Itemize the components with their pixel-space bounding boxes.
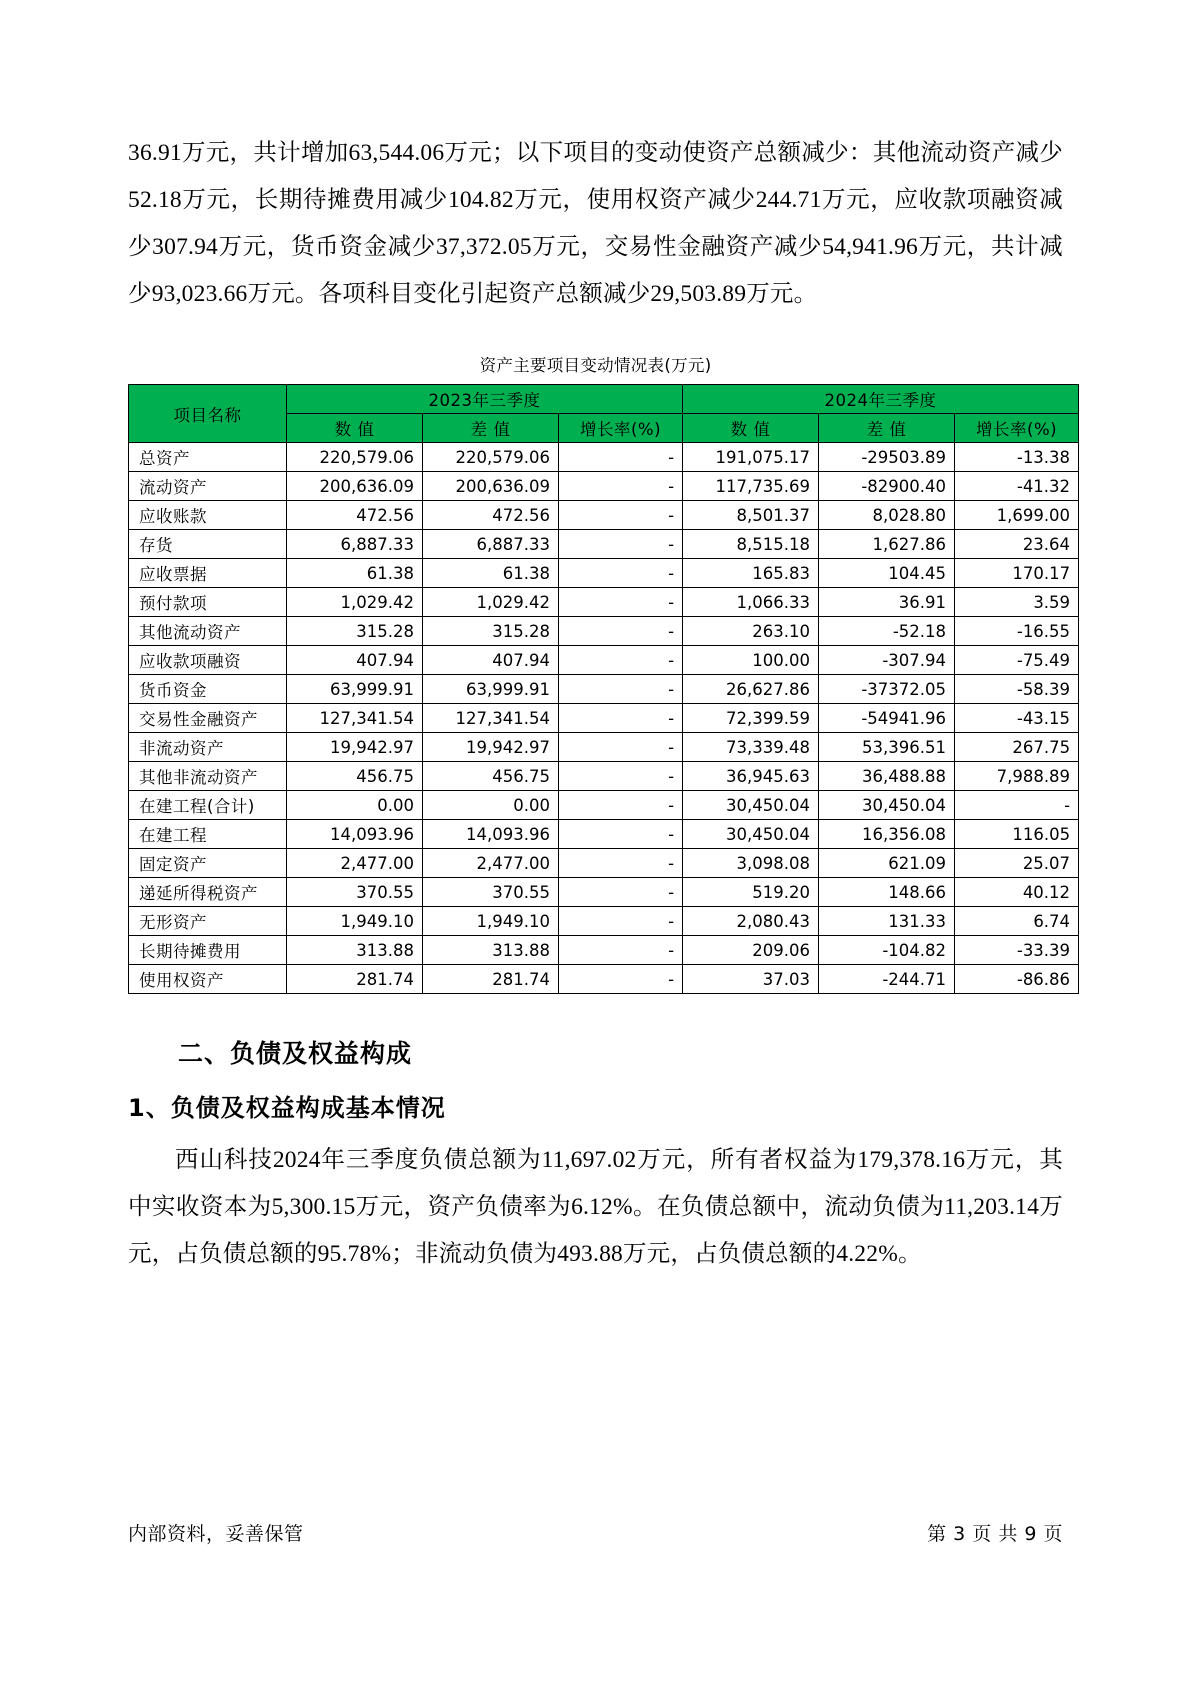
cell-2023-value: 407.94 bbox=[287, 646, 423, 675]
cell-2023-rate: - bbox=[559, 472, 683, 501]
header-2023-diff: 差 值 bbox=[423, 414, 559, 443]
table-row bbox=[129, 559, 1079, 588]
footer-left-text: 内部资料，妥善保管 bbox=[128, 1523, 304, 1545]
cell-item-name: 货币资金 bbox=[129, 675, 287, 704]
cell-2024-rate: -86.86 bbox=[955, 965, 1079, 994]
cell-2023-value: 61.38 bbox=[287, 559, 423, 588]
cell-2023-diff: 1,949.10 bbox=[423, 907, 559, 936]
header-2024-diff: 差 值 bbox=[819, 414, 955, 443]
cell-2024-rate: -33.39 bbox=[955, 936, 1079, 965]
cell-item-name: 递延所得税资产 bbox=[129, 878, 287, 907]
cell-2024-rate: 1,699.00 bbox=[955, 501, 1079, 530]
cell-2023-value: 220,579.06 bbox=[287, 443, 423, 472]
header-item-name: 项目名称 bbox=[129, 385, 287, 443]
cell-2024-rate: 3.59 bbox=[955, 588, 1079, 617]
cell-2024-value: 73,339.48 bbox=[683, 733, 819, 762]
table-row bbox=[129, 878, 1079, 907]
cell-2024-value: 30,450.04 bbox=[683, 820, 819, 849]
cell-2024-value: 26,627.86 bbox=[683, 675, 819, 704]
table-caption: 资产主要项目变动情况表(万元) bbox=[479, 356, 712, 375]
cell-item-name: 应收票据 bbox=[129, 559, 287, 588]
table-row bbox=[129, 501, 1079, 530]
cell-2024-value: 519.20 bbox=[683, 878, 819, 907]
cell-2024-rate: -16.55 bbox=[955, 617, 1079, 646]
table-row bbox=[129, 791, 1079, 820]
table-row bbox=[129, 762, 1079, 791]
cell-2023-diff: 407.94 bbox=[423, 646, 559, 675]
table-row bbox=[129, 646, 1079, 675]
cell-2023-diff: 6,887.33 bbox=[423, 530, 559, 559]
cell-2024-diff: 131.33 bbox=[819, 907, 955, 936]
cell-item-name: 交易性金融资产 bbox=[129, 704, 287, 733]
cell-2023-value: 200,636.09 bbox=[287, 472, 423, 501]
cell-2024-value: 8,501.37 bbox=[683, 501, 819, 530]
cell-2024-diff: 36,488.88 bbox=[819, 762, 955, 791]
cell-2023-diff: 313.88 bbox=[423, 936, 559, 965]
cell-2023-diff: 220,579.06 bbox=[423, 443, 559, 472]
cell-item-name: 存货 bbox=[129, 530, 287, 559]
table-row bbox=[129, 704, 1079, 733]
cell-2024-diff: -82900.40 bbox=[819, 472, 955, 501]
cell-2023-value: 63,999.91 bbox=[287, 675, 423, 704]
cell-2024-diff: -244.71 bbox=[819, 965, 955, 994]
cell-2023-value: 281.74 bbox=[287, 965, 423, 994]
cell-2024-rate: 6.74 bbox=[955, 907, 1079, 936]
cell-2024-rate: 7,988.89 bbox=[955, 762, 1079, 791]
table-row bbox=[129, 443, 1079, 472]
header-2024-rate: 增长率(%) bbox=[955, 414, 1079, 443]
cell-2023-diff: 315.28 bbox=[423, 617, 559, 646]
cell-item-name: 在建工程 bbox=[129, 820, 287, 849]
cell-2023-value: 6,887.33 bbox=[287, 530, 423, 559]
cell-2023-rate: - bbox=[559, 559, 683, 588]
cell-2023-rate: - bbox=[559, 704, 683, 733]
cell-item-name: 预付款项 bbox=[129, 588, 287, 617]
cell-item-name: 总资产 bbox=[129, 443, 287, 472]
cell-2024-rate: -41.32 bbox=[955, 472, 1079, 501]
header-2024-value: 数 值 bbox=[683, 414, 819, 443]
cell-2024-rate: - bbox=[955, 791, 1079, 820]
cell-2023-diff: 61.38 bbox=[423, 559, 559, 588]
cell-2024-rate: 23.64 bbox=[955, 530, 1079, 559]
header-2023-rate: 增长率(%) bbox=[559, 414, 683, 443]
cell-2023-value: 370.55 bbox=[287, 878, 423, 907]
cell-2023-rate: - bbox=[559, 675, 683, 704]
cell-2023-rate: - bbox=[559, 501, 683, 530]
table-body bbox=[129, 443, 1079, 994]
cell-2023-rate: - bbox=[559, 646, 683, 675]
section-heading: 二、负债及权益构成 bbox=[178, 1039, 413, 1068]
cell-2024-value: 209.06 bbox=[683, 936, 819, 965]
cell-2023-rate: - bbox=[559, 762, 683, 791]
cell-2023-diff: 127,341.54 bbox=[423, 704, 559, 733]
cell-2024-value: 37.03 bbox=[683, 965, 819, 994]
cell-2023-rate: - bbox=[559, 617, 683, 646]
header-2023-value: 数 值 bbox=[287, 414, 423, 443]
cell-item-name: 流动资产 bbox=[129, 472, 287, 501]
cell-2023-diff: 200,636.09 bbox=[423, 472, 559, 501]
cell-2024-value: 36,945.63 bbox=[683, 762, 819, 791]
cell-2024-rate: 25.07 bbox=[955, 849, 1079, 878]
cell-item-name: 在建工程(合计) bbox=[129, 791, 287, 820]
cell-2024-rate: -43.15 bbox=[955, 704, 1079, 733]
cell-2023-value: 315.28 bbox=[287, 617, 423, 646]
cell-2023-value: 456.75 bbox=[287, 762, 423, 791]
cell-2023-rate: - bbox=[559, 733, 683, 762]
table-row bbox=[129, 965, 1079, 994]
cell-2024-rate: 267.75 bbox=[955, 733, 1079, 762]
cell-2024-value: 1,066.33 bbox=[683, 588, 819, 617]
cell-2024-value: 72,399.59 bbox=[683, 704, 819, 733]
cell-2024-diff: -307.94 bbox=[819, 646, 955, 675]
cell-2024-value: 2,080.43 bbox=[683, 907, 819, 936]
cell-2024-diff: 621.09 bbox=[819, 849, 955, 878]
cell-2023-rate: - bbox=[559, 907, 683, 936]
cell-2024-diff: -104.82 bbox=[819, 936, 955, 965]
cell-2024-rate: -75.49 bbox=[955, 646, 1079, 675]
cell-2024-value: 191,075.17 bbox=[683, 443, 819, 472]
cell-2024-diff: 36.91 bbox=[819, 588, 955, 617]
table-row bbox=[129, 849, 1079, 878]
cell-2023-rate: - bbox=[559, 878, 683, 907]
cell-2023-rate: - bbox=[559, 936, 683, 965]
table-row bbox=[129, 472, 1079, 501]
cell-2024-diff: 104.45 bbox=[819, 559, 955, 588]
cell-2023-rate: - bbox=[559, 530, 683, 559]
table-row bbox=[129, 820, 1079, 849]
cell-2023-rate: - bbox=[559, 443, 683, 472]
cell-item-name: 无形资产 bbox=[129, 907, 287, 936]
cell-item-name: 固定资产 bbox=[129, 849, 287, 878]
cell-2023-value: 313.88 bbox=[287, 936, 423, 965]
section-paragraph: 西山科技2024年三季度负债总额为11,697.02万元，所有者权益为179,378.16万元，其中实收资本为5,300.15万元，资产负债率为6.12%。在负债总额中，流动负债为11,203.14万元，占负债总额的95.78%；非流动负债为493.88万元，占负债总额的4.22%。 bbox=[128, 1147, 1063, 1267]
cell-item-name: 使用权资产 bbox=[129, 965, 287, 994]
page-footer bbox=[128, 1519, 1063, 1546]
cell-2024-rate: 40.12 bbox=[955, 878, 1079, 907]
cell-2024-diff: 8,028.80 bbox=[819, 501, 955, 530]
cell-2023-diff: 281.74 bbox=[423, 965, 559, 994]
cell-2023-rate: - bbox=[559, 820, 683, 849]
cell-2023-diff: 63,999.91 bbox=[423, 675, 559, 704]
cell-2023-value: 0.00 bbox=[287, 791, 423, 820]
cell-item-name: 应收款项融资 bbox=[129, 646, 287, 675]
header-group-2024: 2024年三季度 bbox=[683, 385, 1079, 414]
cell-2024-value: 100.00 bbox=[683, 646, 819, 675]
header-group-2023: 2023年三季度 bbox=[287, 385, 683, 414]
cell-2024-value: 3,098.08 bbox=[683, 849, 819, 878]
cell-2023-diff: 19,942.97 bbox=[423, 733, 559, 762]
cell-2024-diff: 16,356.08 bbox=[819, 820, 955, 849]
cell-2023-value: 472.56 bbox=[287, 501, 423, 530]
table-row bbox=[129, 588, 1079, 617]
cell-item-name: 应收账款 bbox=[129, 501, 287, 530]
cell-2023-rate: - bbox=[559, 849, 683, 878]
cell-2023-rate: - bbox=[559, 791, 683, 820]
cell-2023-diff: 370.55 bbox=[423, 878, 559, 907]
cell-2023-diff: 1,029.42 bbox=[423, 588, 559, 617]
table-row bbox=[129, 617, 1079, 646]
cell-2023-value: 2,477.00 bbox=[287, 849, 423, 878]
cell-2024-diff: 148.66 bbox=[819, 878, 955, 907]
cell-2024-diff: -29503.89 bbox=[819, 443, 955, 472]
section-subheading: 1、负债及权益构成基本情况 bbox=[128, 1094, 446, 1122]
cell-2023-diff: 2,477.00 bbox=[423, 849, 559, 878]
intro-paragraph: 36.91万元，共计增加63,544.06万元；以下项目的变动使资产总额减少：其他流动资产减少52.18万元，长期待摊费用减少104.82万元，使用权资产减少244.71万元，应收款项融资减少307.94万元，货币资金减少37,372.05万元，交易性金融资产减少54,941.96万元，共计减少93,023.66万元。各项科目变化引起资产总额减少29,503.89万元。 bbox=[128, 140, 1063, 307]
cell-2024-rate: 170.17 bbox=[955, 559, 1079, 588]
cell-2023-rate: - bbox=[559, 965, 683, 994]
cell-2023-diff: 456.75 bbox=[423, 762, 559, 791]
cell-2024-diff: -54941.96 bbox=[819, 704, 955, 733]
cell-2024-diff: 1,627.86 bbox=[819, 530, 955, 559]
cell-2024-diff: -37372.05 bbox=[819, 675, 955, 704]
cell-2024-rate: 116.05 bbox=[955, 820, 1079, 849]
cell-2024-value: 30,450.04 bbox=[683, 791, 819, 820]
cell-2024-rate: -58.39 bbox=[955, 675, 1079, 704]
cell-2024-value: 117,735.69 bbox=[683, 472, 819, 501]
cell-item-name: 非流动资产 bbox=[129, 733, 287, 762]
cell-2023-value: 1,949.10 bbox=[287, 907, 423, 936]
cell-item-name: 其他非流动资产 bbox=[129, 762, 287, 791]
cell-2024-diff: 30,450.04 bbox=[819, 791, 955, 820]
cell-2023-diff: 472.56 bbox=[423, 501, 559, 530]
table-header-row-group bbox=[129, 385, 1079, 414]
cell-2023-diff: 14,093.96 bbox=[423, 820, 559, 849]
table-row bbox=[129, 733, 1079, 762]
cell-2023-value: 1,029.42 bbox=[287, 588, 423, 617]
cell-2024-rate: -13.38 bbox=[955, 443, 1079, 472]
cell-2023-rate: - bbox=[559, 588, 683, 617]
cell-2023-value: 127,341.54 bbox=[287, 704, 423, 733]
asset-changes-table bbox=[128, 384, 1079, 994]
cell-2024-value: 263.10 bbox=[683, 617, 819, 646]
table-row bbox=[129, 907, 1079, 936]
table-row bbox=[129, 675, 1079, 704]
cell-item-name: 长期待摊费用 bbox=[129, 936, 287, 965]
cell-2024-value: 8,515.18 bbox=[683, 530, 819, 559]
cell-2023-value: 14,093.96 bbox=[287, 820, 423, 849]
cell-2024-diff: 53,396.51 bbox=[819, 733, 955, 762]
cell-2023-value: 19,942.97 bbox=[287, 733, 423, 762]
cell-item-name: 其他流动资产 bbox=[129, 617, 287, 646]
footer-page-number: 第 3 页 共 9 页 bbox=[927, 1523, 1063, 1545]
table-row bbox=[129, 936, 1079, 965]
cell-2024-value: 165.83 bbox=[683, 559, 819, 588]
table-row bbox=[129, 530, 1079, 559]
cell-2024-diff: -52.18 bbox=[819, 617, 955, 646]
cell-2023-diff: 0.00 bbox=[423, 791, 559, 820]
